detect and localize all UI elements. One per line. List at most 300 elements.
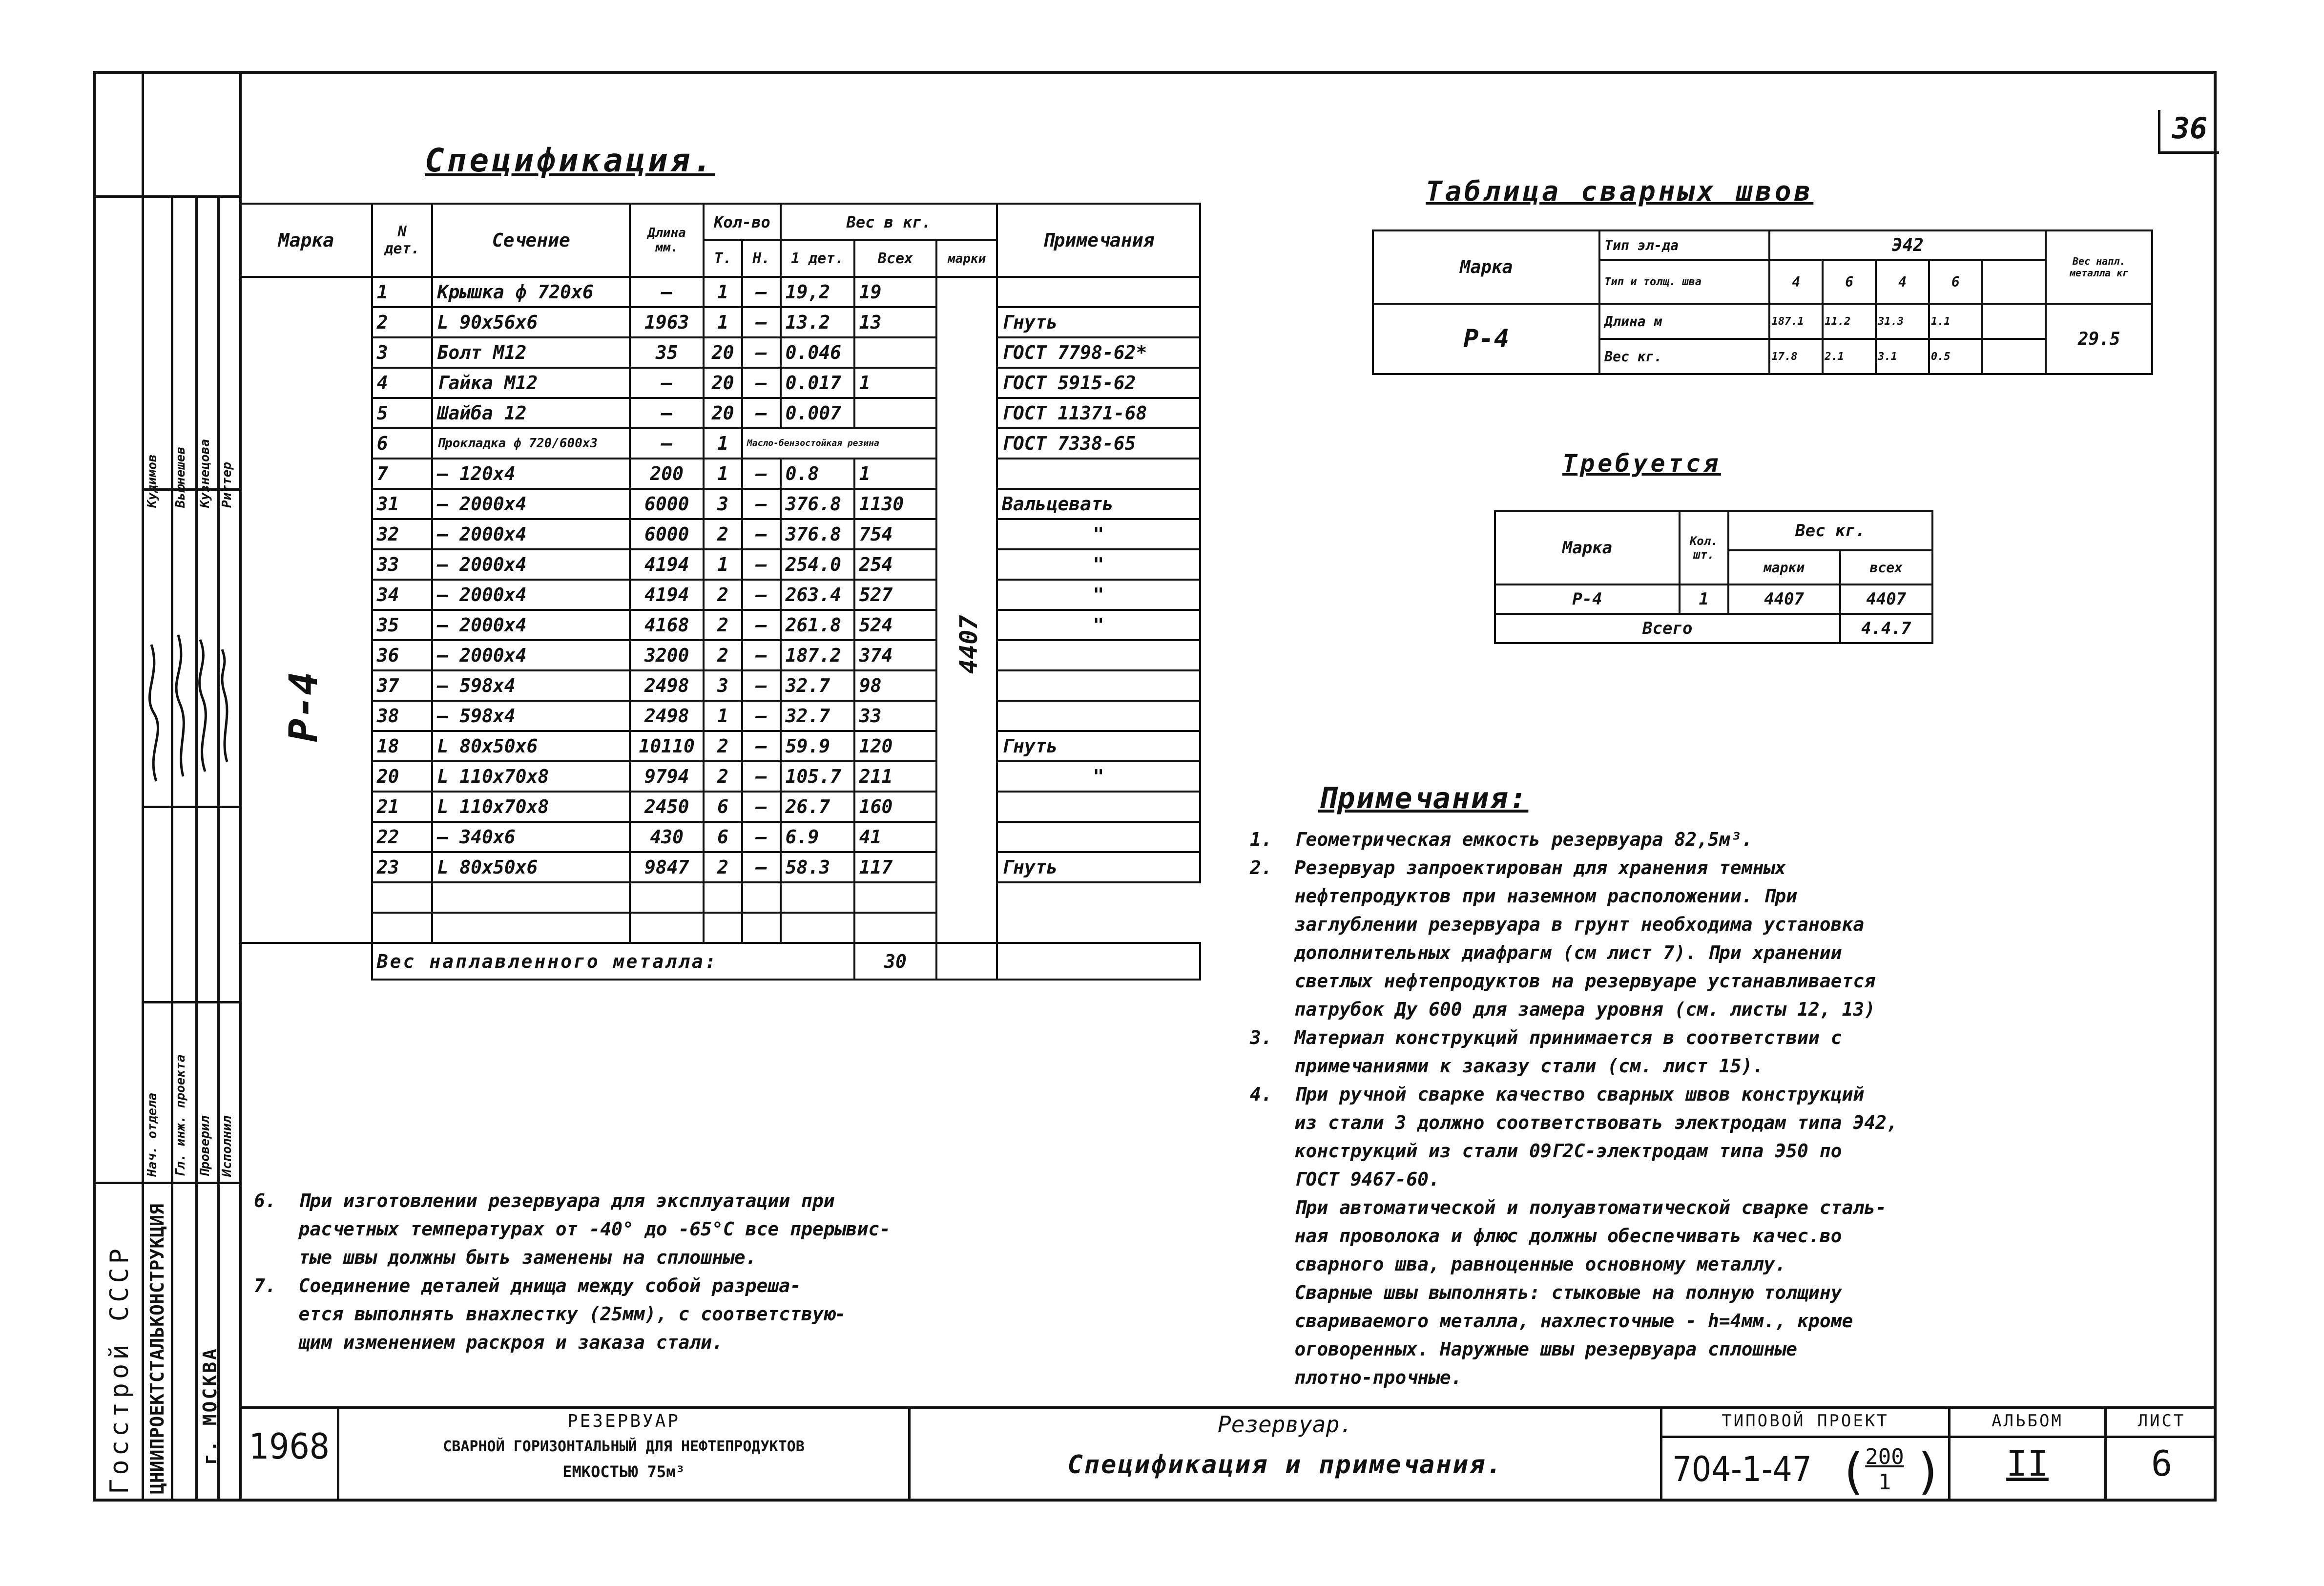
note-line: 3. Материал конструкций принимается в соответствии с	[1250, 1027, 1842, 1048]
spec-part-no: 37	[372, 670, 433, 701]
spec-part-no: 22	[372, 822, 433, 852]
note-line: свариваемого металла, нахлесточные - h=4мм., кроме	[1250, 1310, 1853, 1332]
spec-length: 4194	[630, 580, 704, 610]
org-name-2: ЦНИИПРОЕКТСТАЛЬКОНСТРУКЦИЯ	[146, 1204, 168, 1494]
spec-part-no: 4	[372, 368, 433, 398]
spec-qty-t: 2	[704, 852, 742, 882]
spec-qty-n: —	[742, 670, 781, 701]
note-line: примечаниями к заказу стали (см. лист 15).	[1250, 1055, 1764, 1077]
spec-title: Спецификация.	[425, 142, 715, 179]
spec-hdr-section: Сечение	[432, 204, 630, 277]
spec-part-no: 35	[372, 610, 433, 640]
spec-row	[240, 792, 1200, 822]
weld-metal-label: Вес наплавленного металла:	[372, 943, 854, 980]
tb-object-line3: ЕМКОСТЬЮ 75м³	[562, 1462, 685, 1481]
spec-length: 6000	[630, 519, 704, 549]
spec-weight-all: 1	[854, 368, 937, 398]
spec-part-no: 34	[372, 580, 433, 610]
role-executed: Исполнил	[220, 1115, 234, 1177]
note-line: сварного шва, равноценные основному металлу.	[1250, 1253, 1786, 1275]
weld-total: 29.5	[2046, 304, 2152, 374]
note-line: 1. Геометрическая емкость резервуара 82,5м³.	[1250, 829, 1753, 850]
spec-note	[997, 459, 1200, 489]
note-line: 4. При ручной сварке качество сварных швов конструкций	[1250, 1084, 1865, 1105]
left-strip-divider-2	[171, 195, 173, 1502]
spec-qty-t: 6	[704, 792, 742, 822]
spec-weight-part: 261.8	[781, 610, 854, 640]
spec-section: — 598х4	[432, 701, 630, 731]
left-strip-mid-line-3	[142, 1001, 239, 1003]
spec-weight-all: 117	[854, 852, 937, 882]
spec-note: ГОСТ 7798-62*	[997, 337, 1200, 368]
note-left-line: 6. При изготовлении резервуара для эксплуатации при	[254, 1190, 835, 1211]
spec-note	[997, 822, 1200, 852]
spec-part-no: 33	[372, 549, 433, 580]
spec-note: Гнуть	[997, 852, 1200, 882]
spec-qty-n: —	[742, 307, 781, 337]
spec-qty-n: —	[742, 549, 781, 580]
tb-paren-close: )	[1914, 1443, 1944, 1500]
weld-weight-label: Вес кг.	[1599, 339, 1769, 374]
spec-weight-part: 0.8	[781, 459, 854, 489]
tb-album-label: АЛЬБОМ	[1992, 1411, 2063, 1431]
tb-sheet-label: ЛИСТ	[2137, 1411, 2186, 1431]
weld-length-2: 11.2	[1823, 304, 1876, 339]
spec-section: — 2000х4	[432, 640, 630, 670]
spec-qty-t: 1	[704, 428, 742, 459]
spec-hdr-weight: Вес в кг.	[781, 204, 997, 240]
spec-note: "	[997, 610, 1200, 640]
spec-qty-t: 2	[704, 731, 742, 761]
spec-part-no: 36	[372, 640, 433, 670]
spec-section: Гайка М12	[432, 368, 630, 398]
spec-hdr-part-no: N дет.	[372, 204, 433, 277]
note-line: ная проволока и флюс должны обеспечивать качес.во	[1250, 1225, 1842, 1247]
spec-mark-weight-cell	[936, 277, 997, 943]
spec-qty-n: —	[742, 277, 781, 307]
tb-sheet: 6	[2151, 1443, 2173, 1484]
spec-part-no: 1	[372, 277, 433, 307]
req-hdr-w-all: всех	[1840, 550, 1932, 584]
spec-weight-all	[854, 337, 937, 368]
req-hdr-qty: Кол. шт.	[1680, 511, 1728, 584]
note-line: Сварные швы выполнять: стыковые на полную толщину	[1250, 1282, 1842, 1303]
spec-weight-part: 19,2	[781, 277, 854, 307]
spec-section: Шайба 12	[432, 398, 630, 428]
spec-length: 2498	[630, 701, 704, 731]
weld-table-title: Таблица сварных швов	[1426, 176, 1814, 208]
spec-length: 430	[630, 822, 704, 852]
spec-length: 1963	[630, 307, 704, 337]
spec-note: "	[997, 580, 1200, 610]
spec-row	[240, 580, 1200, 610]
spec-note: ГОСТ 5915-62	[997, 368, 1200, 398]
spec-blank-cell	[742, 882, 781, 913]
spec-row	[240, 549, 1200, 580]
spec-mark-value: Р-4	[281, 671, 326, 742]
spec-note: Вальцевать	[997, 489, 1200, 519]
spec-note: "	[997, 761, 1200, 792]
notes-right	[1250, 825, 1898, 1392]
spec-blank-cell	[630, 913, 704, 943]
spec-part-no: 18	[372, 731, 433, 761]
spec-section: — 120х4	[432, 459, 630, 489]
spec-note: "	[997, 549, 1200, 580]
spec-row	[240, 307, 1200, 337]
weld-seam-blank	[1982, 260, 2046, 304]
spec-length: 2498	[630, 670, 704, 701]
spec-section: — 2000х4	[432, 610, 630, 640]
spec-length: 35	[630, 337, 704, 368]
spec-part-no: 7	[372, 459, 433, 489]
spec-length: 10110	[630, 731, 704, 761]
spec-part-no: 31	[372, 489, 433, 519]
spec-length: —	[630, 368, 704, 398]
req-mark: Р-4	[1495, 584, 1680, 614]
spec-section: Крышка ф 720х6	[432, 277, 630, 307]
tb-project-frac-bottom: 1	[1878, 1470, 1891, 1495]
spec-weight-all: 98	[854, 670, 937, 701]
weld-electrode-type: Э42	[1769, 230, 2046, 260]
spec-note	[997, 701, 1200, 731]
spec-qty-n: —	[742, 489, 781, 519]
spec-row	[240, 459, 1200, 489]
spec-qty-t: 1	[704, 549, 742, 580]
spec-part-no: 21	[372, 792, 433, 822]
weld-length-label: Длина м	[1599, 304, 1769, 339]
weld-length-1: 187.1	[1769, 304, 1823, 339]
spec-weight-part: 59.9	[781, 731, 854, 761]
spec-qty-n: —	[742, 792, 781, 822]
note-line: При автоматической и полуавтоматической сварке сталь-	[1250, 1197, 1887, 1218]
spec-note	[997, 670, 1200, 701]
note-line: заглублении резервуара в грунт необходима установка	[1250, 914, 1865, 935]
spec-qty-n: —	[742, 337, 781, 368]
left-strip-mid-line-4	[93, 1182, 239, 1184]
weld-seam-1: 4	[1769, 260, 1823, 304]
weld-hdr-mark: Марка	[1373, 230, 1599, 304]
spec-weight-all: 1	[854, 459, 937, 489]
spec-hdr-qty-n: Н.	[742, 240, 781, 277]
spec-length: 4194	[630, 549, 704, 580]
note-left-line: 7. Соединение деталей днища между собой разреша-	[254, 1275, 802, 1296]
tb-project-no: 704-1-47	[1672, 1449, 1812, 1489]
spec-note	[997, 640, 1200, 670]
spec-weight-all: 524	[854, 610, 937, 640]
spec-weight-part: 376.8	[781, 519, 854, 549]
tb-paren-open: (	[1838, 1443, 1868, 1500]
spec-row	[240, 610, 1200, 640]
spec-weight-part: 0.046	[781, 337, 854, 368]
weld-weight-blank	[1982, 339, 2046, 374]
spec-qty-t: 6	[704, 822, 742, 852]
spec-weight-all: 374	[854, 640, 937, 670]
notes-title: Примечания:	[1318, 781, 1529, 815]
notes-left	[254, 1187, 891, 1356]
spec-weight-part: 105.7	[781, 761, 854, 792]
spec-part-no: 2	[372, 307, 433, 337]
tb-object-line2: СВАРНОЙ ГОРИЗОНТАЛЬНЫЙ ДЛЯ НЕФТЕПРОДУКТОВ	[443, 1438, 805, 1455]
req-qty: 1	[1680, 584, 1728, 614]
weld-table	[1372, 230, 2153, 375]
weld-seam-label: Тип и толщ. шва	[1599, 260, 1769, 304]
spec-note: Гнуть	[997, 307, 1200, 337]
spec-section: L 90х56х6	[432, 307, 630, 337]
req-table	[1494, 510, 1933, 644]
note-line: патрубок Ду 600 для замера уровня (см. листы 12, 13)	[1250, 999, 1876, 1020]
spec-hdr-w-part: 1 дет.	[781, 240, 854, 277]
spec-blank-cell	[432, 882, 630, 913]
spec-section: — 2000х4	[432, 519, 630, 549]
spec-length: —	[630, 428, 704, 459]
spec-blank-cell	[742, 913, 781, 943]
weld-weight-4: 0.5	[1929, 339, 1982, 374]
spec-weight-part: 187.2	[781, 640, 854, 670]
sheet-corner-number: 36	[2172, 111, 2208, 146]
spec-qty-n: —	[742, 368, 781, 398]
spec-section: — 598х4	[432, 670, 630, 701]
weld-hdr-electrode-label: Тип эл-да	[1599, 230, 1769, 260]
spec-qty-n: —	[742, 640, 781, 670]
note-line: нефтепродуктов при наземном расположении. При	[1250, 885, 1798, 907]
spec-weight-part: 13.2	[781, 307, 854, 337]
spec-hdr-notes: Примечания	[997, 204, 1200, 277]
spec-row	[240, 277, 1200, 307]
note-left-line: тые швы должны быть заменены на сплошные.	[254, 1247, 757, 1268]
weld-mark: Р-4	[1373, 304, 1599, 374]
spec-row	[240, 368, 1200, 398]
spec-row	[240, 761, 1200, 792]
spec-qty-t: 2	[704, 640, 742, 670]
spec-blank-cell	[781, 882, 854, 913]
spec-blank-cell	[854, 882, 937, 913]
spec-hdr-w-mark: марки	[936, 240, 997, 277]
note-line: из стали 3 должно соответствовать электродам типа Э42,	[1250, 1112, 1898, 1133]
spec-weight-part: 376.8	[781, 489, 854, 519]
spec-section: — 2000х4	[432, 489, 630, 519]
weld-weight-3: 3.1	[1876, 339, 1929, 374]
spec-qty-t: 2	[704, 610, 742, 640]
spec-blank-cell	[854, 913, 937, 943]
spec-blank-row	[240, 882, 1200, 913]
tb-sheet-line2: Спецификация и примечания.	[1067, 1450, 1503, 1480]
note-line: 2. Резервуар запроектирован для хранения темных	[1250, 857, 1786, 878]
spec-qty-t: 20	[704, 368, 742, 398]
weld-hdr-weight: Вес напл. металла кг	[2046, 230, 2152, 304]
weld-seam-2: 6	[1823, 260, 1876, 304]
spec-mark-cell	[240, 277, 372, 943]
title-block-top-line	[239, 1406, 2217, 1409]
spec-weight-all: 1130	[854, 489, 937, 519]
spec-qty-t: 2	[704, 519, 742, 549]
tb-album: II	[2006, 1443, 2049, 1484]
spec-length: 3200	[630, 640, 704, 670]
spec-part-no: 20	[372, 761, 433, 792]
spec-qty-n: —	[742, 398, 781, 428]
note-left-line: щим изменением раскроя и заказа стали.	[254, 1332, 723, 1353]
note-line: дополнительных диафрагм (см лист 7). При хранении	[1250, 942, 1842, 963]
weld-weight-1: 17.8	[1769, 339, 1823, 374]
spec-section: L 110х70х8	[432, 792, 630, 822]
spec-qty-n: —	[742, 519, 781, 549]
spec-length: 9794	[630, 761, 704, 792]
spec-weight-part: 32.7	[781, 701, 854, 731]
note-line: конструкций из стали 09Г2С-электродам типа Э50 по	[1250, 1140, 1842, 1162]
spec-note: Гнуть	[997, 731, 1200, 761]
weld-seam-4: 6	[1929, 260, 1982, 304]
spec-qty-n: —	[742, 822, 781, 852]
note-line: оговоренных. Наружные швы резервуара сплошные	[1250, 1338, 1798, 1360]
spec-qty-t: 1	[704, 277, 742, 307]
spec-qty-t: 2	[704, 580, 742, 610]
tb-sheet-line1: Резервуар.	[1218, 1411, 1353, 1438]
weld-seam-3: 4	[1876, 260, 1929, 304]
spec-note: "	[997, 519, 1200, 549]
name-2: Вьюнешев	[173, 446, 188, 508]
spec-row	[240, 428, 1200, 459]
spec-length: 2450	[630, 792, 704, 822]
spec-weight-part: 254.0	[781, 549, 854, 580]
spec-section: — 2000х4	[432, 549, 630, 580]
spec-qty-t: 3	[704, 489, 742, 519]
spec-qty-n: —	[742, 701, 781, 731]
spec-weight-all: 33	[854, 701, 937, 731]
spec-section: Прокладка ф 720/600х3	[432, 428, 630, 459]
spec-row	[240, 519, 1200, 549]
tb-year: 1968	[249, 1426, 330, 1467]
spec-blank-cell	[781, 913, 854, 943]
tb-project-label: ТИПОВОЙ ПРОЕКТ	[1722, 1411, 1889, 1431]
spec-weight-part: 6.9	[781, 822, 854, 852]
spec-qty-n: —	[742, 459, 781, 489]
spec-note	[997, 277, 1200, 307]
spec-row	[240, 701, 1200, 731]
req-w-mark: 4407	[1728, 584, 1840, 614]
spec-part-no: 32	[372, 519, 433, 549]
spec-weight-part: 58.3	[781, 852, 854, 882]
spec-part-no: 6	[372, 428, 433, 459]
weld-length-3: 31.3	[1876, 304, 1929, 339]
spec-length: —	[630, 398, 704, 428]
spec-part-no: 3	[372, 337, 433, 368]
spec-qty-n: —	[742, 610, 781, 640]
weld-weight-2: 2.1	[1823, 339, 1876, 374]
spec-section: — 340х6	[432, 822, 630, 852]
role-chief-engineer: Гл. инж. проекта	[173, 1054, 188, 1177]
spec-length: 6000	[630, 489, 704, 519]
spec-qty-t: 20	[704, 337, 742, 368]
spec-part-no: 5	[372, 398, 433, 428]
left-strip-mid-line-2	[142, 806, 239, 808]
spec-row	[240, 822, 1200, 852]
spec-footer-left-blank	[240, 943, 372, 980]
org-city: г. МОСКВА	[199, 1347, 221, 1465]
spec-section: Болт М12	[432, 337, 630, 368]
spec-weight-all: 254	[854, 549, 937, 580]
spec-footer-blank-1	[936, 943, 997, 980]
spec-part-no: 38	[372, 701, 433, 731]
spec-qty-t: 1	[704, 459, 742, 489]
role-checked: Проверил	[198, 1115, 212, 1177]
role-head-dept: Нач. отдела	[145, 1092, 160, 1177]
name-3: Кузнецова	[198, 439, 212, 508]
req-hdr-weight: Вес кг.	[1728, 511, 1932, 550]
org-name-1: Госстрой СССР	[105, 1245, 134, 1494]
note-line: ГОСТ 9467-60.	[1250, 1169, 1440, 1190]
spec-length: 4168	[630, 610, 704, 640]
spec-blank-row	[240, 913, 1200, 943]
spec-row	[240, 640, 1200, 670]
spec-weight-all: 13	[854, 307, 937, 337]
req-hdr-mark: Марка	[1495, 511, 1680, 584]
req-total: 4.4.7	[1840, 614, 1932, 643]
spec-blank-cell	[630, 882, 704, 913]
spec-mark-weight: 4407	[954, 615, 983, 674]
req-hdr-w-mark: марки	[1728, 550, 1840, 584]
spec-qty-n: —	[742, 761, 781, 792]
spec-blank-cell	[432, 913, 630, 943]
spec-qty-n: —	[742, 852, 781, 882]
note-left-line: ется выполнять внахлестку (25мм), с соответствую-	[254, 1303, 846, 1325]
tb-object-line1: РЕЗЕРВУАР	[567, 1411, 681, 1431]
spec-qty-t: 3	[704, 670, 742, 701]
spec-length: 200	[630, 459, 704, 489]
spec-blank-cell	[372, 882, 433, 913]
spec-part-no: 23	[372, 852, 433, 882]
spec-weight-all: 160	[854, 792, 937, 822]
left-strip-top-line	[93, 195, 239, 198]
spec-weight-all: 211	[854, 761, 937, 792]
spec-hdr-qty: Кол-во	[704, 204, 780, 240]
req-table-title: Требуется	[1562, 449, 1721, 478]
note-line: светлых нефтепродуктов на резервуаре устанавливается	[1250, 970, 1876, 992]
tb-project-frac-top: 200	[1865, 1444, 1904, 1469]
req-total-label: Всего	[1495, 614, 1840, 643]
spec-row	[240, 852, 1200, 882]
tb-label-line	[1660, 1436, 2217, 1438]
spec-note	[997, 792, 1200, 822]
spec-length: 9847	[630, 852, 704, 882]
spec-table	[239, 203, 1201, 981]
spec-row	[240, 337, 1200, 368]
spec-note: ГОСТ 11371-68	[997, 398, 1200, 428]
spec-section: — 2000х4	[432, 580, 630, 610]
spec-weight-part: 263.4	[781, 580, 854, 610]
spec-qty-n: —	[742, 731, 781, 761]
name-1: Кудимов	[145, 454, 160, 508]
spec-weight-part: 32.7	[781, 670, 854, 701]
spec-section: L 110х70х8	[432, 761, 630, 792]
note-left-line: расчетных температурах от -40° до -65°С все прерывис-	[254, 1218, 891, 1240]
spec-note: ГОСТ 7338-65	[997, 428, 1200, 459]
left-strip-divider-4	[217, 195, 220, 1502]
spec-qty-t: 20	[704, 398, 742, 428]
spec-row	[240, 731, 1200, 761]
spec-hdr-qty-t: Т.	[704, 240, 742, 277]
spec-weight-all: 19	[854, 277, 937, 307]
spec-section: L 80х50х6	[432, 731, 630, 761]
spec-weight-part: 0.007	[781, 398, 854, 428]
spec-qty-t: 1	[704, 701, 742, 731]
spec-footer-blank-2	[997, 943, 1200, 980]
spec-hdr-length: Длина мм.	[630, 204, 704, 277]
note-line: плотно-прочные.	[1250, 1367, 1462, 1388]
spec-row	[240, 670, 1200, 701]
spec-weight-part-wide: Масло-бензостойкая резина	[742, 428, 936, 459]
spec-weight-all: 41	[854, 822, 937, 852]
req-w-all: 4407	[1840, 584, 1932, 614]
weld-length-blank	[1982, 304, 2046, 339]
